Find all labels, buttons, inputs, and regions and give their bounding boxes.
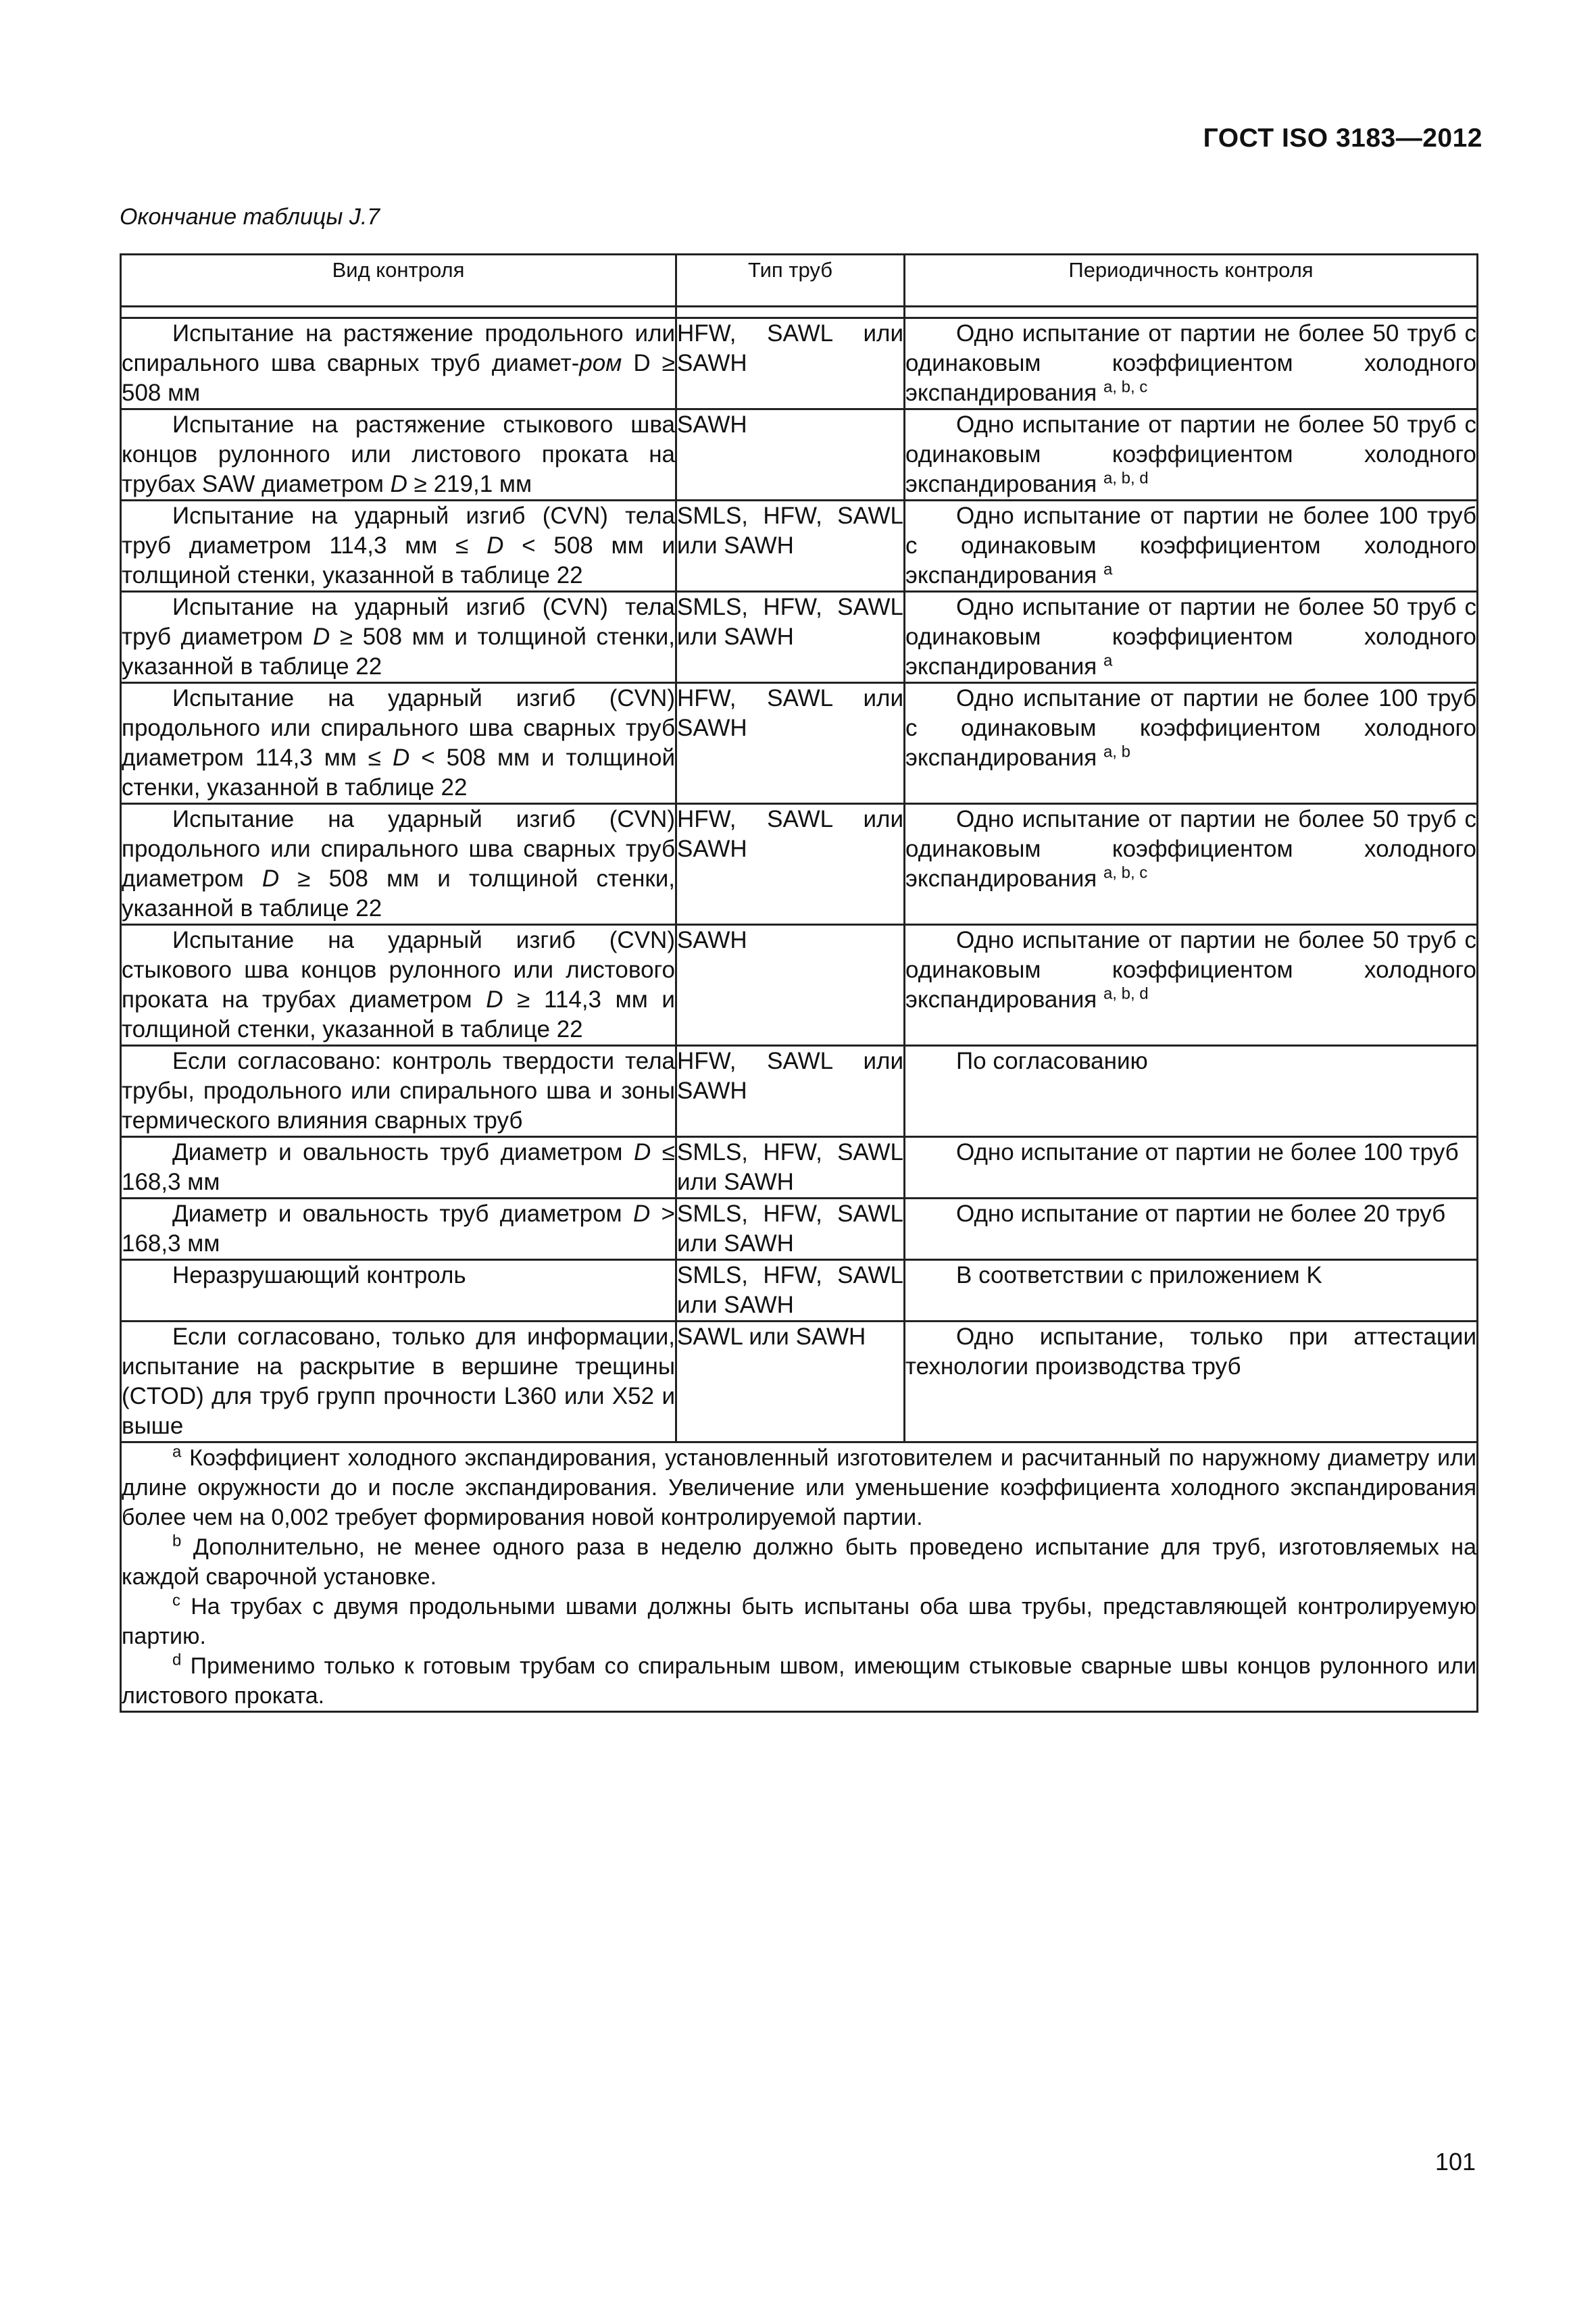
cell-test-type (121, 925, 676, 1046)
footnote-mark: b (172, 1532, 182, 1551)
footnote-a (122, 1443, 1476, 1532)
table-row (121, 683, 1478, 804)
cell-frequency (905, 1322, 1478, 1442)
table-row (121, 1322, 1478, 1442)
diameter-symbol: D (390, 471, 407, 497)
footnote-text: Применимо только к готовым трубам со спиральным швом, имеющим стыковые сварные швы концов рулонного или листового проката. (122, 1653, 1476, 1709)
test-text: < 508 мм и толщиной стенки, указанной в таблице 22 (122, 532, 675, 588)
footnote-reference: a, b, d (1103, 469, 1149, 488)
cell-pipe-type: SAWH (676, 409, 905, 501)
column-header-test: Вид контроля (121, 255, 676, 307)
footnote-text: Коэффициент холодного экспандирования, установленный изготовителем и расчитанный по наружному диаметру или длине окружности до и после экспандирования. Увеличение или уменьшение коэффициента холодного экспандирования более чем на 0,002 требует формирования новой контролируемой партии. (122, 1445, 1476, 1530)
test-text: Если согласовано, только для информации, испытание на раскрытие в вершине трещины (CTOD) для труб групп прочности L360 или X52 и выше (122, 1324, 675, 1439)
footnote-c (122, 1592, 1476, 1651)
cell-pipe-type: HFW, SAWL или SAWH (676, 318, 905, 409)
diameter-symbol: D (261, 865, 280, 892)
cell-test-type (121, 1260, 676, 1322)
diameter-symbol: D (313, 624, 330, 650)
test-text: Диаметр и овальность труб диаметром (172, 1201, 633, 1227)
footnote-reference: a, b, d (1103, 984, 1149, 1003)
test-text: ≥ 508 мм (122, 350, 676, 406)
table-row (121, 1137, 1478, 1199)
cell-test-type (121, 1137, 676, 1199)
table-row (121, 1260, 1478, 1322)
cell-pipe-type: SMLS, HFW, SAWL или SAWH (676, 1137, 905, 1199)
cell-pipe-type: HFW, SAWL или SAWH (676, 804, 905, 925)
cell-pipe-type: SAWH (676, 925, 905, 1046)
cell-pipe-type: SMLS, HFW, SAWL или SAWH (676, 592, 905, 683)
footnote-b (122, 1532, 1476, 1592)
cell-frequency (905, 804, 1478, 925)
test-text: < 508 мм и толщиной стенки, указанной в таблице 22 (122, 745, 675, 801)
frequency-text: Одно испытание от партии не более 100 труб с одинаковым коэффициентом холодного экспандирования (905, 503, 1476, 588)
frequency-text: Одно испытание от партии не более 100 труб с одинаковым коэффициентом холодного экспандирования (905, 685, 1476, 771)
test-text: Испытание на ударный изгиб (CVN) продольного или спирального шва сварных труб диаметром (122, 806, 675, 892)
footnote-reference: a, b, c (1103, 378, 1148, 397)
cell-pipe-type: SMLS, HFW, SAWL или SAWH (676, 1260, 905, 1322)
frequency-text: Одно испытание от партии не более 50 труб с одинаковым коэффициентом холодного экспандирования (905, 806, 1476, 892)
diameter-symbol: D (632, 1201, 651, 1227)
cell-frequency (905, 592, 1478, 683)
cell-frequency (905, 683, 1478, 804)
frequency-text: Одно испытание от партии не более 20 труб (956, 1201, 1446, 1227)
cell-test-type (121, 1322, 676, 1442)
cell-test-type (121, 592, 676, 683)
table-row (121, 501, 1478, 592)
cell-frequency (905, 1260, 1478, 1322)
test-text: > 168,3 мм (122, 1201, 675, 1257)
frequency-text: Одно испытание, только при аттестации технологии производства труб (905, 1324, 1476, 1380)
cell-test-type (121, 1046, 676, 1137)
table-row (121, 1199, 1478, 1260)
footnote-d (122, 1651, 1476, 1711)
footnotes-row (121, 1442, 1478, 1712)
cell-pipe-type: SAWL или SAWH (676, 1322, 905, 1442)
table-header-row (121, 255, 1478, 307)
cell-pipe-type: SMLS, HFW, SAWL или SAWH (676, 1199, 905, 1260)
table-row (121, 318, 1478, 409)
test-text: Если согласовано: контроль твердости тела трубы, продольного или спирального шва и зоны термического влияния сварных труб (122, 1048, 675, 1134)
footnote-reference: a, b, c (1103, 863, 1148, 882)
test-text: ≥ 114,3 мм и толщиной стенки, указанной в таблице 22 (122, 986, 675, 1042)
inspection-table (120, 253, 1478, 1713)
table-caption: Окончание таблицы J.7 (120, 204, 380, 230)
diameter-symbol: ром (579, 350, 634, 376)
cell-frequency (905, 925, 1478, 1046)
header-spacer-row (121, 307, 1478, 318)
test-text: Испытание на ударный изгиб (CVN) тела труб диаметром 114,3 мм ≤ (122, 503, 675, 559)
test-text: ≥ 508 мм и толщиной стенки, указанной в таблице 22 (122, 624, 676, 680)
cell-test-type (121, 409, 676, 501)
page-number: 101 (1435, 2148, 1476, 2175)
footnote-text: Дополнительно, не менее одного раза в неделю должно быть проведено испытание для труб, изготовляемых на каждой сварочной установке. (122, 1534, 1476, 1590)
cell-pipe-type: SMLS, HFW, SAWL или SAWH (676, 501, 905, 592)
diameter-symbol: D (487, 532, 504, 559)
test-text: Испытание на ударный изгиб (CVN) стыкового шва концов рулонного или листового проката на трубах диаметром (122, 927, 675, 1013)
column-header-frequency: Периодичность контроля (905, 255, 1478, 307)
footnote-mark: d (172, 1651, 182, 1669)
footnote-reference: a (1103, 560, 1113, 579)
column-header-pipe: Тип труб (676, 255, 905, 307)
frequency-text: По согласованию (956, 1048, 1148, 1074)
frequency-text: Одно испытание от партии не более 100 труб (956, 1139, 1459, 1165)
footnote-reference: a, b (1103, 743, 1130, 761)
table-row (121, 592, 1478, 683)
test-text: D (633, 350, 651, 376)
document-id: ГОСТ ISO 3183—2012 (1203, 124, 1482, 153)
table-row (121, 409, 1478, 501)
cell-pipe-type: HFW, SAWL или SAWH (676, 1046, 905, 1137)
diameter-symbol: D (486, 986, 503, 1013)
test-text: ≥ 508 мм и толщиной стенки, указанной в таблице 22 (122, 865, 675, 922)
cell-frequency (905, 409, 1478, 501)
test-text: Испытание на ударный изгиб (CVN) продольного или спирального шва сварных труб диаметром 114,3 мм ≤ (122, 685, 675, 771)
footnote-text: На трубах с двумя продольными швами должны быть испытаны оба шва трубы, представляющей контролируемую партию. (122, 1594, 1476, 1649)
cell-test-type (121, 1199, 676, 1260)
cell-pipe-type: HFW, SAWL или SAWH (676, 683, 905, 804)
table-row (121, 925, 1478, 1046)
cell-test-type (121, 683, 676, 804)
diameter-symbol: D (392, 745, 410, 771)
frequency-text: Одно испытание от партии не более 50 труб с одинаковым коэффициентом холодного экспандирования (905, 927, 1476, 1013)
cell-test-type (121, 318, 676, 409)
cell-frequency (905, 1046, 1478, 1137)
cell-frequency (905, 318, 1478, 409)
frequency-text: Одно испытание от партии не более 50 труб с одинаковым коэффициентом холодного экспандирования (905, 594, 1476, 680)
footnote-mark: c (172, 1591, 180, 1610)
footnotes-cell (121, 1442, 1478, 1712)
frequency-text: Одно испытание от партии не более 50 труб с одинаковым коэффициентом холодного экспандирования (905, 411, 1476, 497)
test-text: ≥ 219,1 мм (407, 471, 532, 497)
test-text: Неразрушающий контроль (172, 1262, 466, 1288)
test-text: Испытание на растяжение продольного или спирального шва сварных труб диамет- (122, 320, 675, 376)
cell-test-type (121, 804, 676, 925)
frequency-text: Одно испытание от партии не более 50 труб с одинаковым коэффициентом холодного экспандирования (905, 320, 1476, 406)
cell-frequency (905, 501, 1478, 592)
cell-frequency (905, 1199, 1478, 1260)
test-text: Испытание на ударный изгиб (CVN) тела труб диаметром (122, 594, 675, 650)
cell-frequency (905, 1137, 1478, 1199)
frequency-text: В соответствии с приложением K (956, 1262, 1322, 1288)
test-text: ≤ 168,3 мм (122, 1139, 675, 1195)
diameter-symbol: D (633, 1139, 651, 1165)
table-row (121, 1046, 1478, 1137)
cell-test-type (121, 501, 676, 592)
footnote-mark: a (172, 1442, 182, 1461)
table-row (121, 804, 1478, 925)
test-text: Диаметр и овальность труб диаметром (172, 1139, 634, 1165)
footnote-reference: a (1103, 651, 1113, 670)
test-text: Испытание на растяжение стыкового шва концов рулонного или листового проката на трубах SAW диаметром (122, 411, 675, 497)
